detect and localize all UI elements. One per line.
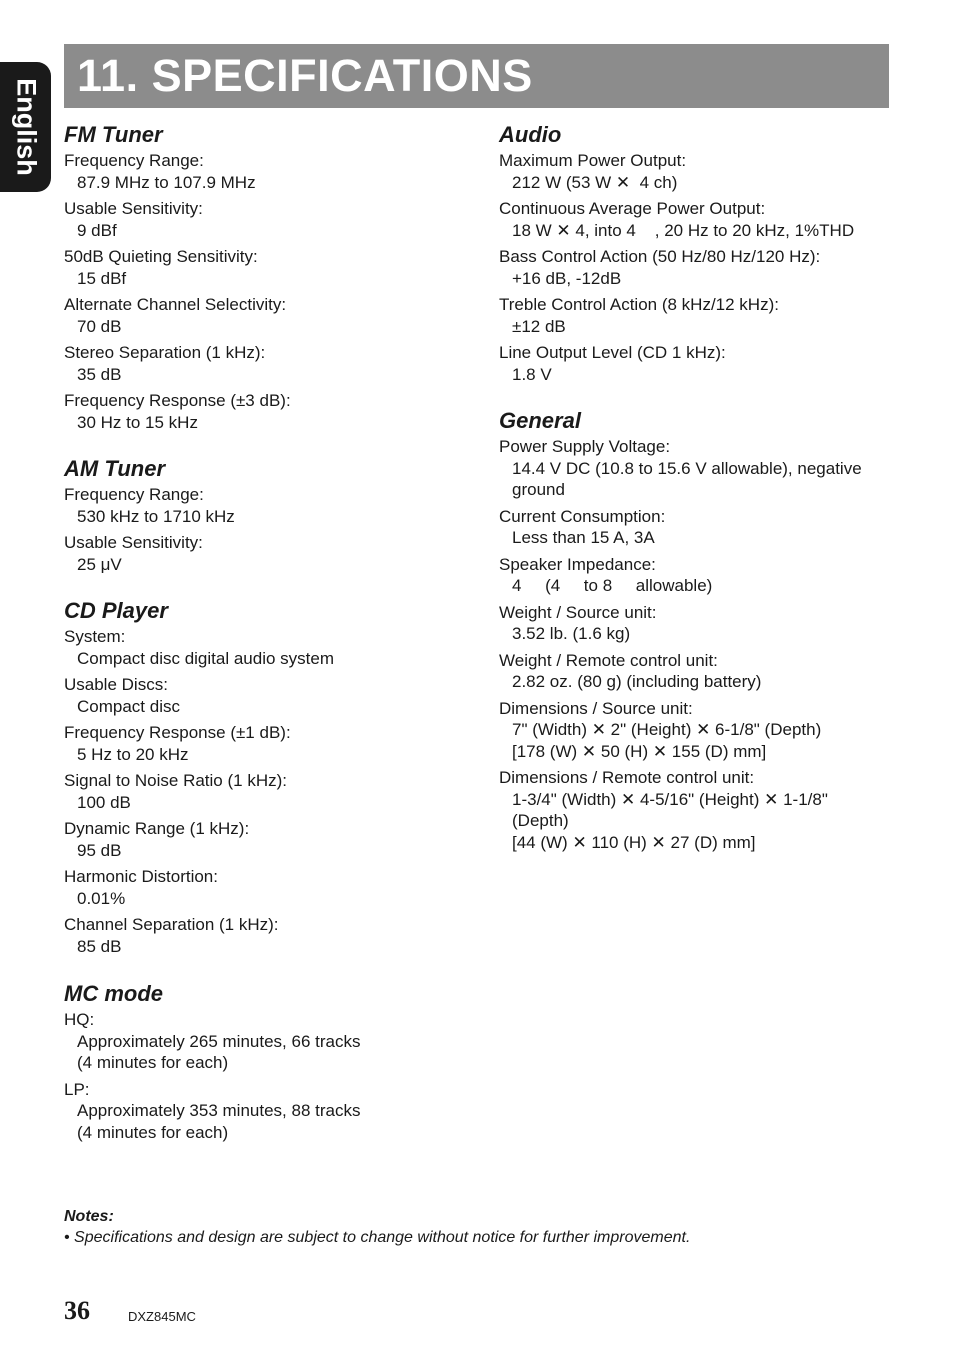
- spec-label: Alternate Channel Selectivity:: [64, 295, 287, 314]
- spec-item: [499, 342, 894, 385]
- spec-item: [499, 294, 894, 337]
- language-tab: [0, 62, 51, 192]
- spec-item: [64, 246, 464, 289]
- spec-label: LP:: [64, 1079, 90, 1099]
- spec-item: [499, 150, 894, 193]
- section-title: AM Tuner: [64, 456, 166, 481]
- section-mc-mode: [64, 979, 464, 1143]
- spec-label: Frequency Range:: [64, 485, 204, 504]
- spec-value: 1-3/4" (Width) ✕ 4-5/16" (Height) ✕ 1-1/8" (Depth) [44 (W) ✕ 110 (H) ✕ 27 (D) mm]: [512, 789, 828, 852]
- spec-value: 95 dB: [77, 840, 122, 860]
- spec-item: [499, 767, 894, 853]
- spec-item: [64, 390, 464, 433]
- language-tab-label: English: [11, 78, 41, 176]
- spec-label: Usable Discs:: [64, 675, 168, 694]
- spec-label: Dynamic Range (1 kHz):: [64, 819, 250, 838]
- section-title: FM Tuner: [64, 122, 163, 147]
- spec-value: 0.01%: [77, 888, 126, 908]
- spec-label: Frequency Response (±1 dB):: [64, 723, 291, 742]
- notes-item: • Specifications and design are subject to change without notice for further improvement.: [64, 1229, 691, 1246]
- spec-item: [499, 506, 894, 549]
- spec-label: System:: [64, 627, 126, 646]
- spec-label: Current Consumption:: [499, 506, 666, 526]
- spec-value: Compact disc: [77, 696, 180, 716]
- spec-value: 18 W ✕ 4, into 4 , 20 Hz to 20 kHz, 1%THD: [512, 220, 855, 240]
- spec-item: [64, 818, 464, 861]
- spec-label: Signal to Noise Ratio (1 kHz):: [64, 771, 287, 790]
- spec-value: 100 dB: [77, 792, 131, 812]
- spec-value: 25 μV: [77, 554, 122, 574]
- spec-label: Speaker Impedance:: [499, 554, 656, 574]
- spec-item: [499, 698, 894, 763]
- spec-label: Dimensions / Source unit:: [499, 698, 693, 718]
- spec-item: [64, 198, 464, 241]
- spec-item: [64, 532, 464, 575]
- spec-label: Line Output Level (CD 1 kHz):: [499, 343, 726, 362]
- section-am-tuner: [64, 454, 464, 575]
- spec-value: 14.4 V DC (10.8 to 15.6 V allowable), negative ground: [512, 458, 862, 499]
- spec-item: [64, 866, 464, 909]
- section-title: General: [499, 408, 581, 433]
- spec-label: Dimensions / Remote control unit:: [499, 768, 755, 787]
- spec-value: 3.52 lb. (1.6 kg): [512, 624, 631, 643]
- spec-label: Treble Control Action (8 kHz/12 kHz):: [499, 295, 779, 314]
- spec-value: 530 kHz to 1710 kHz: [77, 506, 235, 526]
- spec-label: Usable Sensitivity:: [64, 199, 203, 218]
- spec-label: Maximum Power Output:: [499, 151, 687, 170]
- spec-value: Compact disc digital audio system: [77, 648, 335, 668]
- spec-item: [64, 674, 464, 717]
- spec-label: Power Supply Voltage:: [499, 437, 671, 456]
- spec-value: 2.82 oz. (80 g) (including battery): [512, 672, 762, 691]
- spec-label: Weight / Source unit:: [499, 602, 657, 622]
- spec-value: Less than 15 A, 3A: [512, 528, 655, 547]
- spec-item: [64, 914, 464, 957]
- spec-item: [64, 770, 464, 813]
- spec-item: [499, 436, 894, 501]
- spec-value: +16 dB, -12dB: [512, 268, 622, 288]
- spec-label: Harmonic Distortion:: [64, 867, 218, 886]
- spec-label: Frequency Response (±3 dB):: [64, 391, 291, 410]
- spec-value: 9 dBf: [77, 220, 117, 240]
- spec-item: [64, 294, 464, 337]
- spec-label: Stereo Separation (1 kHz):: [64, 343, 266, 362]
- spec-item: [499, 246, 894, 289]
- spec-label: Continuous Average Power Output:: [499, 199, 766, 218]
- right-column: [499, 120, 894, 858]
- spec-item: [64, 342, 464, 385]
- spec-value: 70 dB: [77, 316, 122, 336]
- spec-label: Bass Control Action (50 Hz/80 Hz/120 Hz):: [499, 247, 821, 266]
- spec-item: [64, 484, 464, 527]
- section-audio: [499, 120, 894, 385]
- spec-value: 85 dB: [77, 936, 122, 956]
- spec-value: 4 (4 to 8 allowable): [512, 576, 713, 595]
- spec-item: [64, 722, 464, 765]
- section-title: Audio: [499, 122, 562, 147]
- section-title: CD Player: [64, 598, 168, 623]
- spec-value: ±12 dB: [512, 316, 566, 336]
- spec-label: Channel Separation (1 kHz):: [64, 915, 279, 934]
- spec-item: [499, 602, 894, 645]
- spec-value: 30 Hz to 15 kHz: [77, 412, 198, 432]
- section-fm-tuner: [64, 120, 464, 433]
- spec-value: 212 W (53 W ✕ 4 ch): [512, 172, 678, 192]
- spec-item: [499, 198, 894, 241]
- spec-value: Approximately 265 minutes, 66 tracks (4 minutes for each): [77, 1031, 361, 1072]
- spec-label: Weight / Remote control unit:: [499, 650, 718, 670]
- spec-label: HQ:: [64, 1010, 95, 1029]
- spec-item: [64, 1009, 464, 1074]
- page-number: 36: [64, 1296, 90, 1325]
- spec-value: 35 dB: [77, 364, 122, 384]
- title-bar: [64, 44, 889, 108]
- notes-block: [64, 1206, 894, 1248]
- spec-value: 5 Hz to 20 kHz: [77, 744, 189, 764]
- spec-label: Frequency Range:: [64, 151, 204, 170]
- spec-value: Approximately 353 minutes, 88 tracks (4 minutes for each): [77, 1101, 361, 1142]
- spec-label: Usable Sensitivity:: [64, 533, 203, 552]
- spec-label: 50dB Quieting Sensitivity:: [64, 247, 258, 266]
- model-code: DXZ845MC: [128, 1309, 196, 1324]
- spec-item: [64, 626, 464, 669]
- spec-item: [499, 650, 894, 693]
- left-column: [64, 120, 464, 1148]
- spec-item: [64, 150, 464, 193]
- spec-value: 15 dBf: [77, 268, 127, 288]
- notes-title: Notes:: [64, 1208, 114, 1225]
- spec-item: [499, 554, 894, 597]
- section-cd-player: [64, 596, 464, 957]
- spec-item: [64, 1079, 464, 1144]
- page-title: 11. SPECIFICATIONS: [77, 50, 533, 101]
- spec-value: 87.9 MHz to 107.9 MHz: [77, 172, 256, 192]
- spec-value: 7" (Width) ✕ 2" (Height) ✕ 6-1/8" (Depth) [178 (W) ✕ 50 (H) ✕ 155 (D) mm]: [512, 720, 822, 761]
- section-title: MC mode: [64, 981, 163, 1006]
- spec-value: 1.8 V: [512, 364, 552, 384]
- section-general: [499, 406, 894, 853]
